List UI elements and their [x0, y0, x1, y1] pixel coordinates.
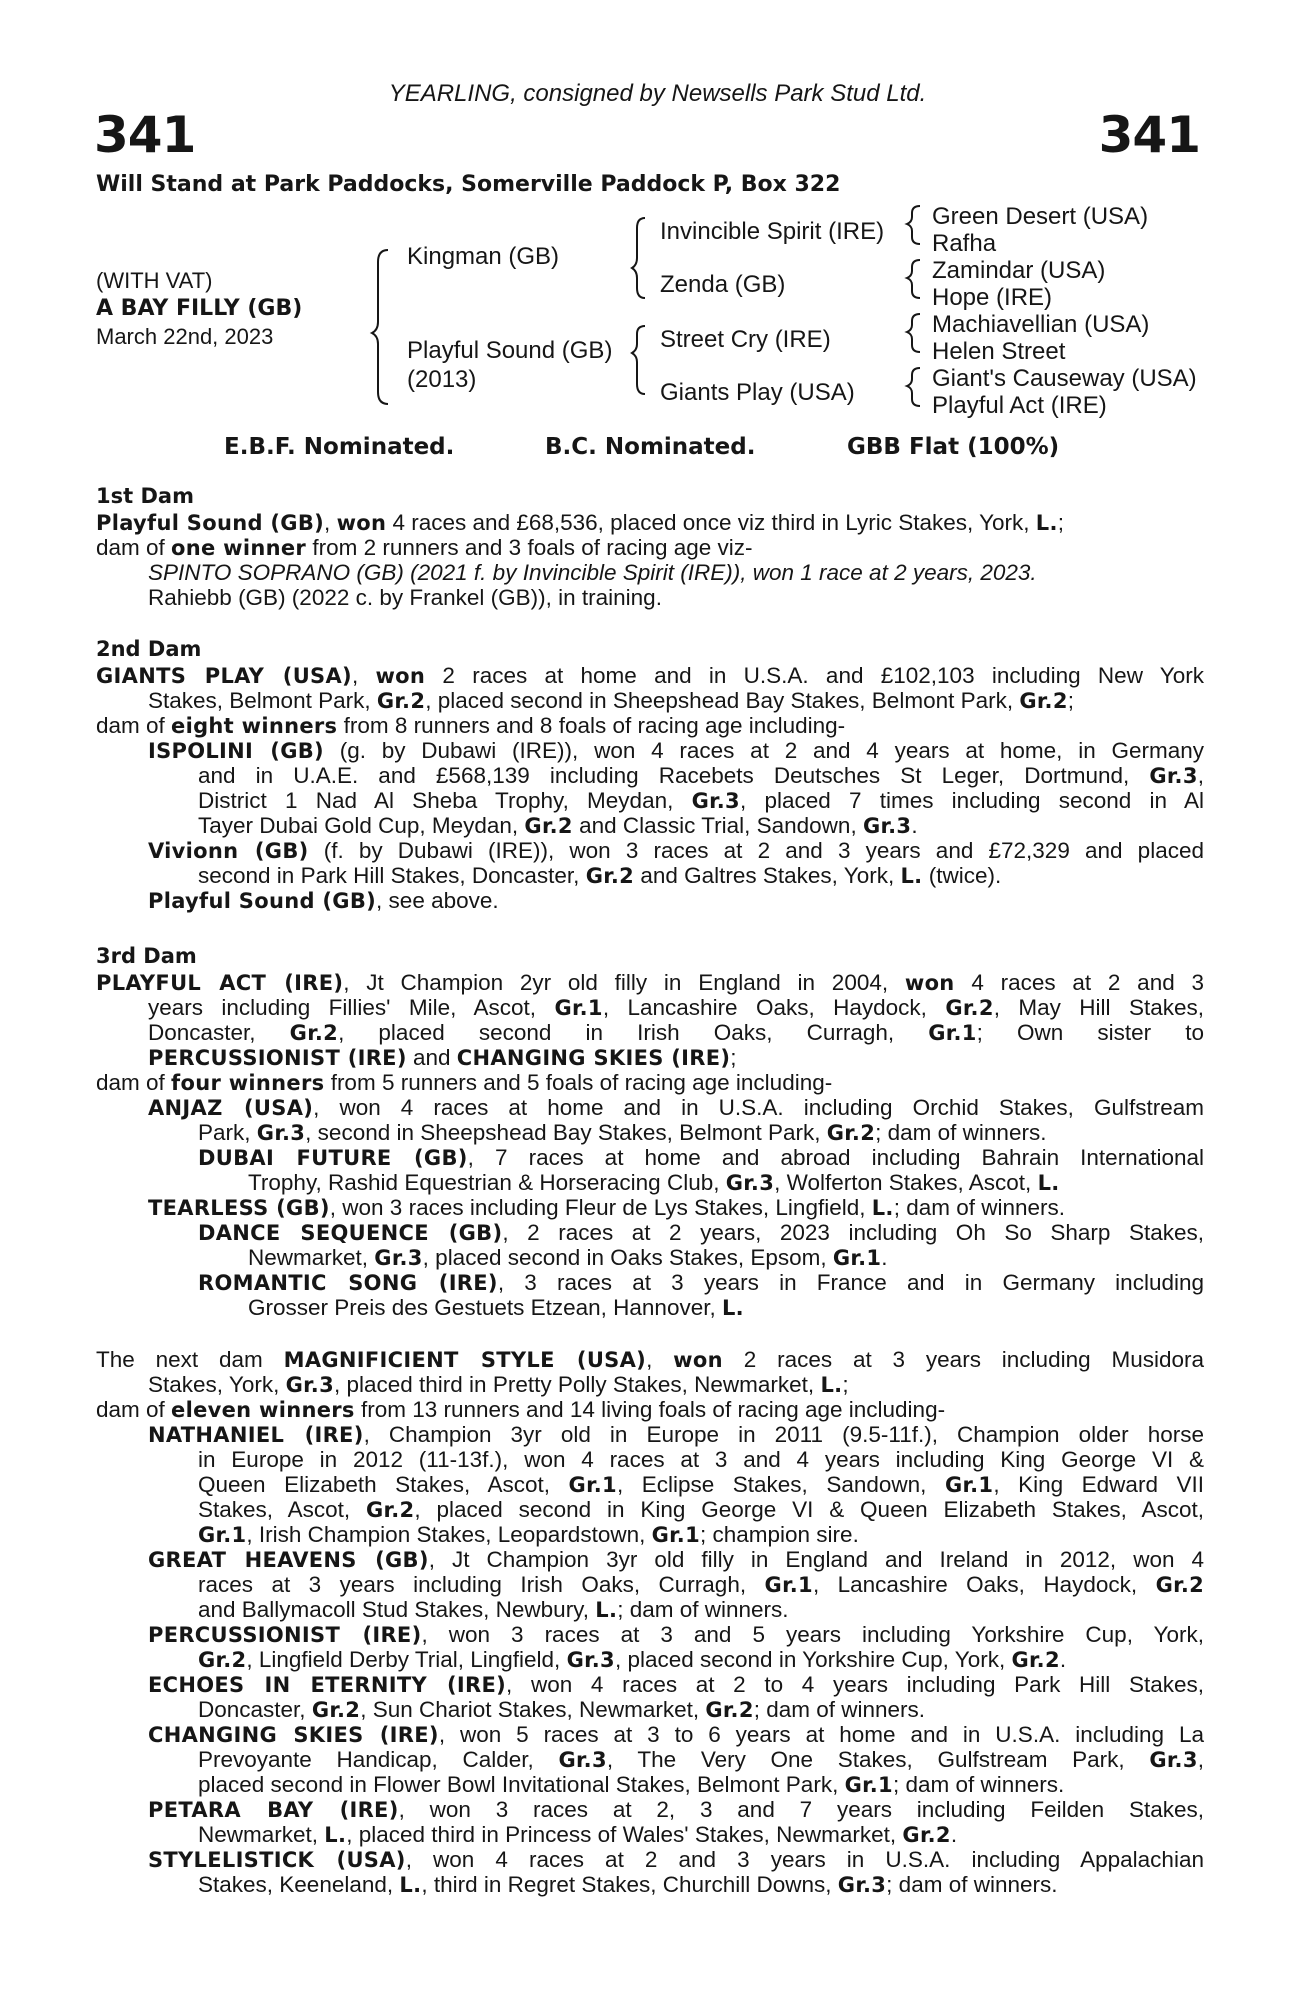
text-line: Doncaster, Gr.2, placed second in Irish Oaks, Curragh, Gr.1; Own sister to	[148, 1020, 1204, 1045]
text-line: NATHANIEL (IRE), Champion 3yr old in Europe in 2011 (9.5-11f.), Champion older horse	[148, 1422, 1204, 1447]
text-line: placed second in Flower Bowl Invitational Stakes, Belmont Park, Gr.1; dam of winners.	[198, 1772, 1065, 1797]
text-line: District 1 Nad Al Sheba Trophy, Meydan, Gr.3, placed 7 times including second in Al	[198, 788, 1204, 813]
text-line: Queen Elizabeth Stakes, Ascot, Gr.1, Eclipse Stakes, Sandown, Gr.1, King Edward VII	[198, 1472, 1204, 1497]
text-line: ECHOES IN ETERNITY (IRE), won 4 races at 2 to 4 years including Park Hill Stakes,	[148, 1672, 1204, 1697]
text-line: Playful Sound (GB), see above.	[148, 888, 499, 913]
text-line: STYLELISTICK (USA), won 4 races at 2 and 3 years in U.S.A. including Appalachian	[148, 1847, 1204, 1872]
gbb-flat: GBB Flat (100%)	[847, 434, 1060, 460]
lot-number-left: 341	[94, 106, 196, 164]
text-line: PETARA BAY (IRE), won 3 races at 2, 3 and 7 years including Feilden Stakes,	[148, 1797, 1204, 1822]
g3-6: Helen Street	[932, 338, 1066, 365]
text-line: The next dam MAGNIFICIENT STYLE (USA), won 2 races at 3 years including Musidora	[96, 1347, 1204, 1372]
text-line: dam of eight winners from 8 runners and 8 foals of racing age including-	[96, 713, 846, 738]
venue-line: Will Stand at Park Paddocks, Somerville Paddock P, Box 322	[96, 172, 841, 197]
dam-name: Playful Sound (GB)	[407, 337, 613, 364]
text-line: Trophy, Rashid Equestrian & Horseracing Club, Gr.3, Wolferton Stakes, Ascot, L.	[248, 1170, 1060, 1195]
text-line: Newmarket, L., placed third in Princess of Wales' Stakes, Newmarket, Gr.2.	[198, 1822, 958, 1847]
text-line: TEARLESS (GB), won 3 races including Fleur de Lys Stakes, Lingfield, L.; dam of winners.	[148, 1195, 1066, 1220]
text-line: Stakes, York, Gr.3, placed third in Pretty Polly Stakes, Newmarket, L.;	[148, 1372, 849, 1397]
text-line: GIANTS PLAY (USA), won 2 races at home and in U.S.A. and £102,103 including New York	[96, 663, 1204, 688]
text-line: in Europe in 2012 (11-13f.), won 4 races at 3 and 4 years including King George VI &	[198, 1447, 1204, 1472]
text-line: Vivionn (GB) (f. by Dubawi (IRE)), won 3 races at 2 and 3 years and £72,329 and placed	[148, 838, 1204, 863]
text-line: PERCUSSIONIST (IRE) and CHANGING SKIES (IRE);	[148, 1045, 737, 1070]
foaled-date: March 22nd, 2023	[96, 324, 274, 349]
text-line: GREAT HEAVENS (GB), Jt Champion 3yr old filly in England and Ireland in 2012, won 4	[148, 1547, 1204, 1572]
text-line: ROMANTIC SONG (IRE), 3 races at 3 years in France and in Germany including	[198, 1270, 1204, 1295]
dam-dam: Giants Play (USA)	[660, 379, 855, 406]
text-line: ANJAZ (USA), won 4 races at home and in U.S.A. including Orchid Stakes, Gulfstream	[148, 1095, 1205, 1120]
sire-name: Kingman (GB)	[407, 243, 560, 270]
sire-dam: Zenda (GB)	[660, 271, 786, 298]
text-line: DANCE SEQUENCE (GB), 2 races at 2 years, 2023 including Oh So Sharp Stakes,	[198, 1220, 1205, 1245]
text-line: Stakes, Keeneland, L., third in Regret Stakes, Churchill Downs, Gr.3; dam of winners.	[198, 1872, 1058, 1897]
text-line: races at 3 years including Irish Oaks, Curragh, Gr.1, Lancashire Oaks, Haydock, Gr.2	[198, 1572, 1205, 1597]
text-line: dam of eleven winners from 13 runners and 14 living foals of racing age including-	[96, 1397, 946, 1422]
text-line: dam of four winners from 5 runners and 5 foals of racing age including-	[96, 1070, 833, 1095]
text-line: Park, Gr.3, second in Sheepshead Bay Stakes, Belmont Park, Gr.2; dam of winners.	[198, 1120, 1047, 1145]
dam-year: (2013)	[407, 366, 477, 393]
dam-sire: Street Cry (IRE)	[660, 326, 831, 353]
text-line: Grosser Preis des Gestuets Etzean, Hannover, L.	[248, 1295, 744, 1320]
text-line: SPINTO SOPRANO (GB) (2021 f. by Invincible Spirit (IRE)), won 1 race at 2 years, 2023.	[148, 560, 1037, 585]
text-line: dam of one winner from 2 runners and 3 foals of racing age viz-	[96, 535, 753, 560]
text-line: Tayer Dubai Gold Cup, Meydan, Gr.2 and Classic Trial, Sandown, Gr.3.	[198, 813, 918, 838]
g3-4: Hope (IRE)	[932, 284, 1053, 311]
text-line: second in Park Hill Stakes, Doncaster, Gr.2 and Galtres Stakes, York, L. (twice).	[198, 863, 1002, 888]
text-line: Rahiebb (GB) (2022 c. by Frankel (GB)), in training.	[148, 585, 662, 610]
consignment-line: YEARLING, consigned by Newsells Park Stud Ltd.	[388, 80, 927, 107]
text-line: Prevoyante Handicap, Calder, Gr.3, The Very One Stakes, Gulfstream Park, Gr.3,	[198, 1747, 1204, 1772]
g3-3: Zamindar (USA)	[932, 257, 1106, 284]
vat-label: (WITH VAT)	[96, 268, 213, 293]
lot-number-right: 341	[1098, 106, 1200, 164]
g3-7: Giant's Causeway (USA)	[932, 365, 1197, 392]
g3-8: Playful Act (IRE)	[932, 392, 1107, 419]
text-line: ISPOLINI (GB) (g. by Dubawi (IRE)), won 4 races at 2 and 4 years at home, in Germany	[148, 738, 1204, 763]
text-line: Doncaster, Gr.2, Sun Chariot Stakes, Newmarket, Gr.2; dam of winners.	[198, 1697, 926, 1722]
text-line: Newmarket, Gr.3, placed second in Oaks Stakes, Epsom, Gr.1.	[248, 1245, 888, 1270]
text-line: years including Fillies' Mile, Ascot, Gr.1, Lancashire Oaks, Haydock, Gr.2, May Hill Stakes,	[148, 995, 1204, 1020]
text-line: Stakes, Ascot, Gr.2, placed second in King George VI & Queen Elizabeth Stakes, Ascot,	[198, 1497, 1204, 1522]
g3-2: Rafha	[932, 230, 997, 257]
text-line: PLAYFUL ACT (IRE), Jt Champion 2yr old filly in England in 2004, won 4 races at 2 and 3	[96, 970, 1204, 995]
text-line: Gr.2, Lingfield Derby Trial, Lingfield, Gr.3, placed second in Yorkshire Cup, York, Gr.2.	[198, 1647, 1067, 1672]
third-dam-heading: 3rd Dam	[96, 944, 197, 968]
ebf-nomination: E.B.F. Nominated.	[224, 434, 455, 460]
text-line: Stakes, Belmont Park, Gr.2, placed second in Sheepshead Bay Stakes, Belmont Park, Gr.2;	[148, 688, 1075, 713]
second-dam-heading: 2nd Dam	[96, 637, 202, 661]
g3-5: Machiavellian (USA)	[932, 311, 1150, 338]
text-line: and in U.A.E. and £568,139 including Racebets Deutsches St Leger, Dortmund, Gr.3,	[198, 763, 1204, 788]
sire-sire: Invincible Spirit (IRE)	[660, 218, 885, 245]
text-line: Playful Sound (GB), won 4 races and £68,536, placed once viz third in Lyric Stakes, York, L.;	[96, 510, 1065, 535]
g3-1: Green Desert (USA)	[932, 203, 1149, 230]
first-dam-heading: 1st Dam	[96, 484, 194, 508]
text-line: CHANGING SKIES (IRE), won 5 races at 3 to 6 years at home and in U.S.A. including La	[148, 1722, 1204, 1747]
bc-nomination: B.C. Nominated.	[545, 434, 756, 460]
text-line: Gr.1, Irish Champion Stakes, Leopardstown, Gr.1; champion sire.	[198, 1522, 859, 1547]
lot-description: A BAY FILLY (GB)	[96, 296, 303, 321]
text-line: PERCUSSIONIST (IRE), won 3 races at 3 and 5 years including Yorkshire Cup, York,	[148, 1622, 1204, 1647]
text-line: DUBAI FUTURE (GB), 7 races at home and abroad including Bahrain International	[198, 1145, 1204, 1170]
text-line: and Ballymacoll Stud Stakes, Newbury, L.; dam of winners.	[198, 1597, 789, 1622]
